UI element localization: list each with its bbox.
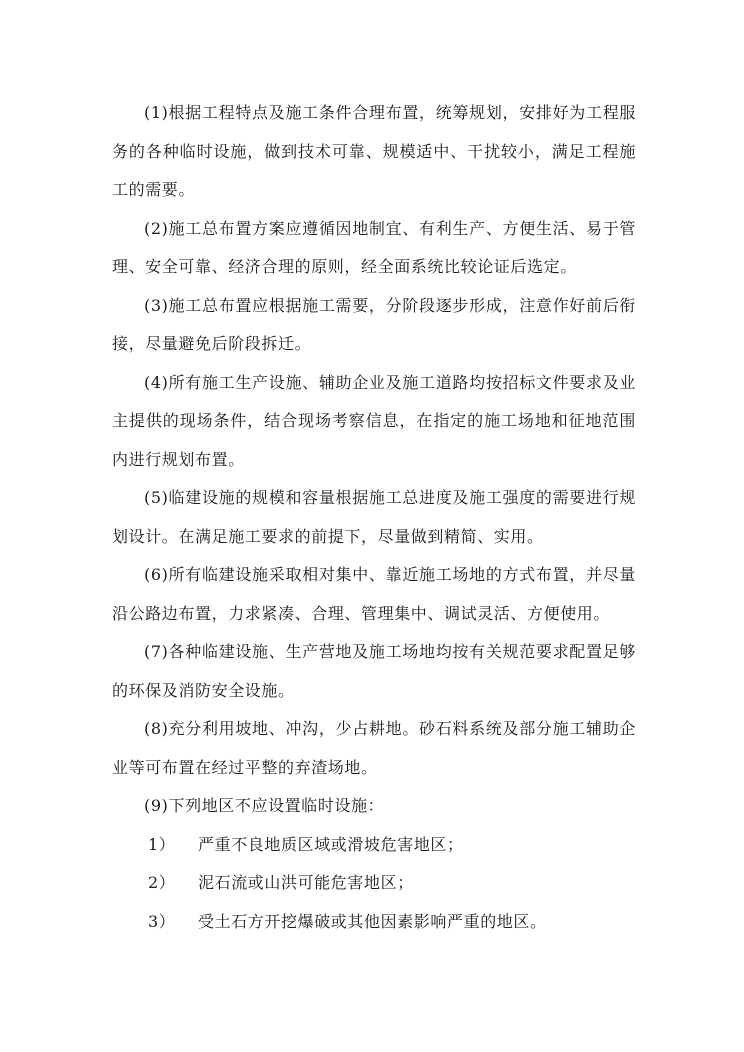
list-text: 严重不良地质区域或滑坡危害地区； [198,834,464,854]
list-text: 泥石流或山洪可能危害地区； [198,873,414,892]
list-number: 1） [148,834,176,854]
paragraph-9: (9)下列地区不应设置临时设施： [144,796,385,815]
document-body [112,94,636,941]
list-text: 受土石方开挖爆破或其他因素影响严重的地区。 [198,911,547,931]
list-item [112,826,636,865]
list-item [112,864,636,903]
paragraph-7: (7)各种临建设施、生产营地及施工场地均按有关规范要求配置足够的环保及消防安全设施。 [112,642,636,700]
list-number: 2） [148,873,176,892]
paragraph-6: (6)所有临建设施采取相对集中、靠近施工场地的方式布置，并尽量沿公路边布置，力求紧凑、合理、管理集中、调试灵活、方便使用。 [112,565,636,623]
paragraph-1: (1)根据工程特点及施工条件合理布置，统筹规划，安排好为工程服务的各种临时设施，做到技术可靠、规模适中、干扰较小，满足工程施工的需要。 [112,103,636,199]
paragraph-3: (3)施工总布置应根据施工需要，分阶段逐步形成，注意作好前后衔接，尽量避免后阶段拆迁。 [112,295,636,353]
paragraph-5: (5)临建设施的规模和容量根据施工总进度及施工强度的需要进行规划设计。在满足施工要求的前提下，尽量做到精简、实用。 [112,488,636,546]
list-number: 3） [148,911,176,931]
list-item [112,903,636,942]
paragraph-8: (8)充分利用坡地、冲沟，少占耕地。砂石料系统及部分施工辅助企业等可布置在经过平整的弃渣场地。 [112,719,636,777]
paragraph-4: (4)所有施工生产设施、辅助企业及施工道路均按招标文件要求及业主提供的现场条件，结合现场考察信息，在指定的施工场地和征地范围内进行规划布置。 [112,372,636,469]
paragraph-2: (2)施工总布置方案应遵循因地制宜、有利生产、方便生活、易于管理、安全可靠、经济合理的原则，经全面系统比较论证后选定。 [112,218,636,276]
